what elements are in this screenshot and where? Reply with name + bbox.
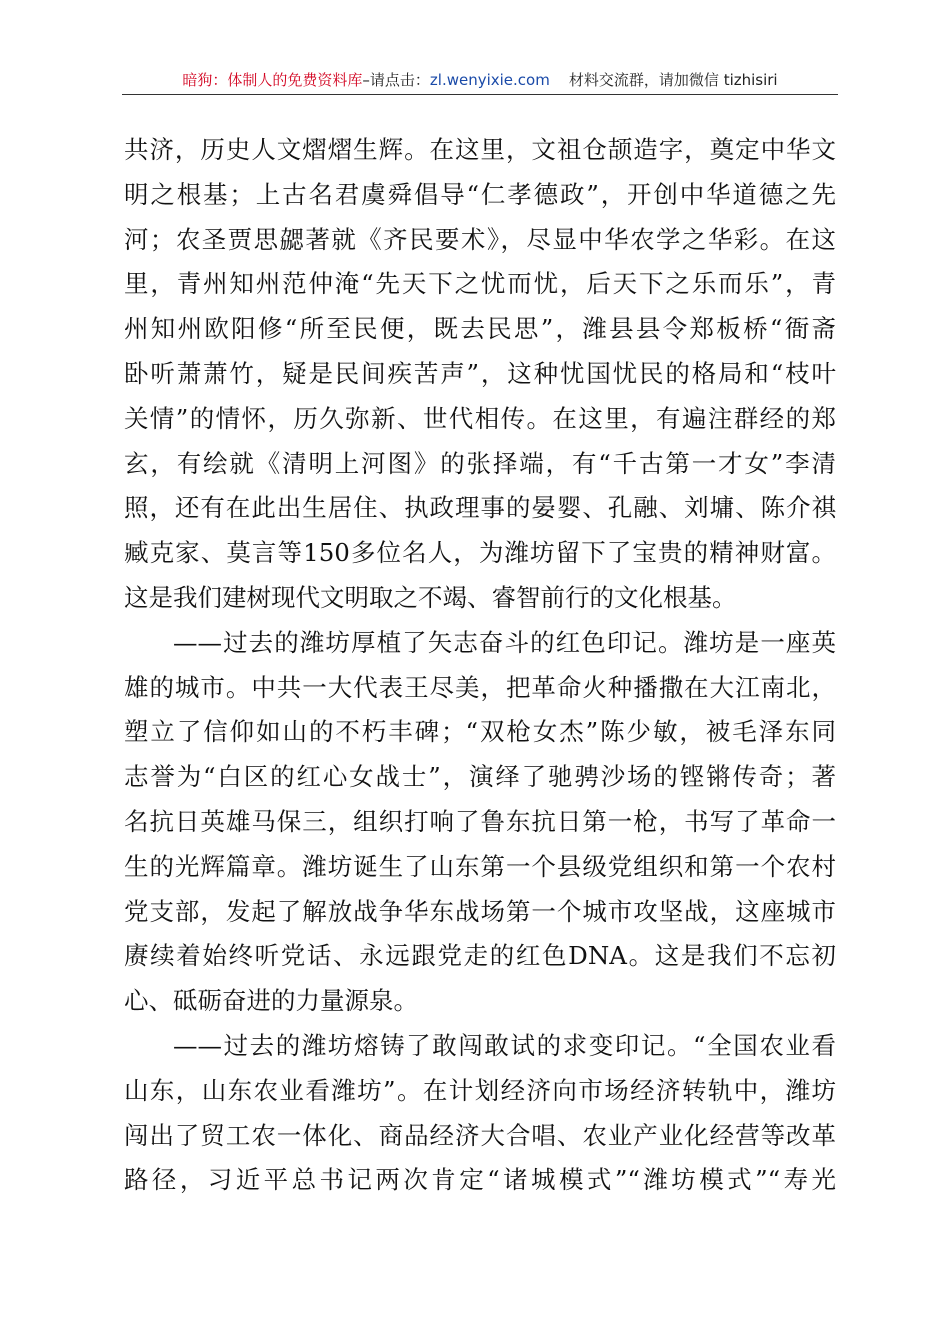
header-prompt: –请点击： <box>362 71 430 89</box>
text-line: 路径，习近平总书记两次肯定“诸城模式”“潍坊模式”“寿光 <box>124 1165 836 1195</box>
text-line: 闯出了贸工农一体化、商品经济大合唱、农业产业化经营等改革 <box>124 1120 836 1150</box>
text-line: 山东，山东农业看潍坊”。在计划经济向市场经济转轨中，潍坊 <box>124 1075 836 1105</box>
text-line: 关情”的情怀，历久弥新、世代相传。在这里，有遍注群经的郑 <box>124 403 836 433</box>
header-brand: 暗狗：体制人的免费资料库 <box>182 71 363 89</box>
text-line: 生的光辉篇章。潍坊诞生了山东第一个县级党组织和第一个农村 <box>124 851 836 881</box>
text-line: 里，青州知州范仲淹“先天下之忧而忧，后天下之乐而乐”，青 <box>124 269 836 299</box>
text-line: 共济，历史人文熠熠生辉。在这里，文祖仓颉造字，奠定中华文 <box>124 135 836 164</box>
text-line: 明之根基；上古名君虞舜倡导“仁孝德政”，开创中华道德之先 <box>124 179 836 209</box>
text-line: 雄的城市。中共一大代表王尽美，把革命火种播撒在大江南北， <box>124 672 836 702</box>
header-url-link[interactable]: zl.wenyixie.com <box>429 71 550 89</box>
page-header <box>122 68 838 95</box>
text-line: 党支部，发起了解放战争华东战场第一个城市攻坚战，这座城市 <box>124 896 836 926</box>
text-line: 心、砥砺奋进的力量源泉。 <box>124 986 418 1016</box>
text-line: 臧克家、莫言等150多位名人，为潍坊留下了宝贵的精神财富。 <box>124 538 836 568</box>
paragraph-first-line: ——过去的潍坊熔铸了敢闯敢试的求变印记。“全国农业看 <box>173 1030 836 1060</box>
text-line: 赓续着始终听党话、永远跟党走的红色DNA。这是我们不忘初 <box>124 941 836 971</box>
text-line: 玄，有绘就《清明上河图》的张择端，有“千古第一才女”李清 <box>124 448 836 478</box>
text-line: 塑立了信仰如山的不朽丰碑；“双枪女杰”陈少敏，被毛泽东同 <box>124 717 836 747</box>
text-line: 州知州欧阳修“所至民便，既去民思”，潍县县令郑板桥“衙斋 <box>124 314 836 344</box>
text-line: 志誉为“白区的红心女战士”，演绎了驰骋沙场的铿锵传奇；著 <box>124 762 836 792</box>
text-line: 这是我们建树现代文明取之不竭、睿智前行的文化根基。 <box>124 582 737 612</box>
header-contact: 材料交流群，请加微信 tizhisiri <box>568 71 778 89</box>
paragraph-first-line: ——过去的潍坊厚植了矢志奋斗的红色印记。潍坊是一座英 <box>173 627 836 657</box>
document-body <box>124 128 836 1203</box>
text-line: 照，还有在此出生居住、执政理事的晏婴、孔融、刘墉、陈介祺 <box>124 493 836 523</box>
text-line: 河；农圣贾思勰著就《齐民要术》，尽显中华农学之华彩。在这 <box>124 224 836 254</box>
text-line: 卧听萧萧竹，疑是民间疾苦声”，这种忧国忧民的格局和“枝叶 <box>124 358 836 388</box>
text-line: 名抗日英雄马保三，组织打响了鲁东抗日第一枪，书写了革命一 <box>124 806 836 836</box>
